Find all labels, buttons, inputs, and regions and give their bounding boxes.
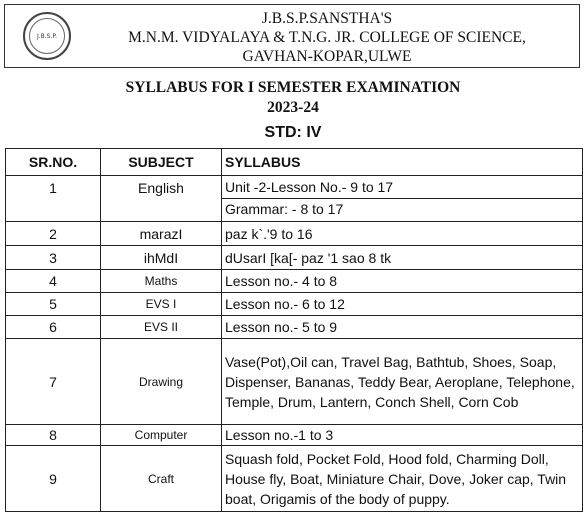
school-header bbox=[4, 4, 580, 68]
header-syllabus: SYLLABUS bbox=[222, 149, 583, 176]
table-header-row bbox=[6, 149, 583, 176]
subject-cell: Maths bbox=[101, 270, 222, 293]
sr-cell: 8 bbox=[6, 425, 101, 446]
subject-cell: Drawing bbox=[101, 339, 222, 425]
table-row bbox=[6, 446, 583, 512]
exam-title bbox=[0, 78, 586, 118]
sr-cell: 2 bbox=[6, 222, 101, 246]
syllabus-table bbox=[5, 148, 583, 512]
subject-cell: ihMdI bbox=[101, 246, 222, 270]
table-row bbox=[6, 270, 583, 293]
subject-cell: marazI bbox=[101, 222, 222, 246]
table-row bbox=[6, 246, 583, 270]
table-row bbox=[6, 339, 583, 425]
sr-cell: 4 bbox=[6, 270, 101, 293]
syllabus-cell: Lesson no.-1 to 3 bbox=[222, 425, 583, 446]
sr-cell: 3 bbox=[6, 246, 101, 270]
subject-cell: EVS II bbox=[101, 316, 222, 339]
college-location: GAVHAN-KOPAR,ULWE bbox=[242, 48, 412, 65]
syllabus-line: Grammar: - 8 to 17 bbox=[222, 198, 582, 220]
standard-label: STD: IV bbox=[264, 124, 322, 141]
sr-cell: 9 bbox=[6, 446, 101, 512]
sr-cell: 5 bbox=[6, 293, 101, 316]
school-logo-icon bbox=[23, 12, 71, 60]
syllabus-cell: Lesson no.- 6 to 12 bbox=[222, 293, 583, 316]
subject-cell: Computer bbox=[101, 425, 222, 446]
syllabus-cell: Lesson no.- 5 to 9 bbox=[222, 316, 583, 339]
sr-cell: 7 bbox=[6, 339, 101, 425]
sanstha-name: J.B.S.P.SANSTHA'S bbox=[261, 10, 393, 27]
subject-cell: English bbox=[101, 176, 222, 222]
subject-cell: EVS I bbox=[101, 293, 222, 316]
academic-year: 2023-24 bbox=[267, 99, 319, 116]
sr-cell: 1 bbox=[6, 176, 101, 222]
syllabus-cell: Vase(Pot),Oil can, Travel Bag, Bathtub, Shoes, Soap, Dispenser, Bananas, Teddy Bear, Aeroplane, Telephone, Temple, Drum, Lantern, Conch Shell, Corn Cob bbox=[222, 339, 583, 425]
table-row bbox=[6, 425, 583, 446]
header-subject: SUBJECT bbox=[101, 149, 222, 176]
syllabus-cell: Lesson no.- 4 to 8 bbox=[222, 270, 583, 293]
college-name: M.N.M. VIDYALAYA & T.N.G. JR. COLLEGE OF SCIENCE, bbox=[128, 29, 526, 46]
syllabus-line: Unit -2-Lesson No.- 9 to 17 bbox=[225, 179, 394, 195]
syllabus-cell: Squash fold, Pocket Fold, Hood fold, Charming Doll, House fly, Boat, Miniature Chair, Dove, Joker cap, Twin boat, Origamis of the body of puppy. bbox=[222, 446, 583, 512]
syllabus-cell bbox=[222, 176, 583, 222]
school-name-block bbox=[75, 9, 579, 66]
syllabus-cell: dUsarI [ka[- paz '1 sao 8 tk bbox=[222, 246, 583, 270]
table-row bbox=[6, 222, 583, 246]
exam-title-line: SYLLABUS FOR I SEMESTER EXAMINATION bbox=[125, 79, 461, 96]
subject-cell: Craft bbox=[101, 446, 222, 512]
school-logo-text: J.B.S.P. bbox=[29, 18, 65, 54]
sr-cell: 6 bbox=[6, 316, 101, 339]
syllabus-cell: paz k`.'9 to 16 bbox=[222, 222, 583, 246]
header-sr-no: SR.NO. bbox=[6, 149, 101, 176]
table-row bbox=[6, 293, 583, 316]
table-row bbox=[6, 316, 583, 339]
table-row bbox=[6, 176, 583, 222]
